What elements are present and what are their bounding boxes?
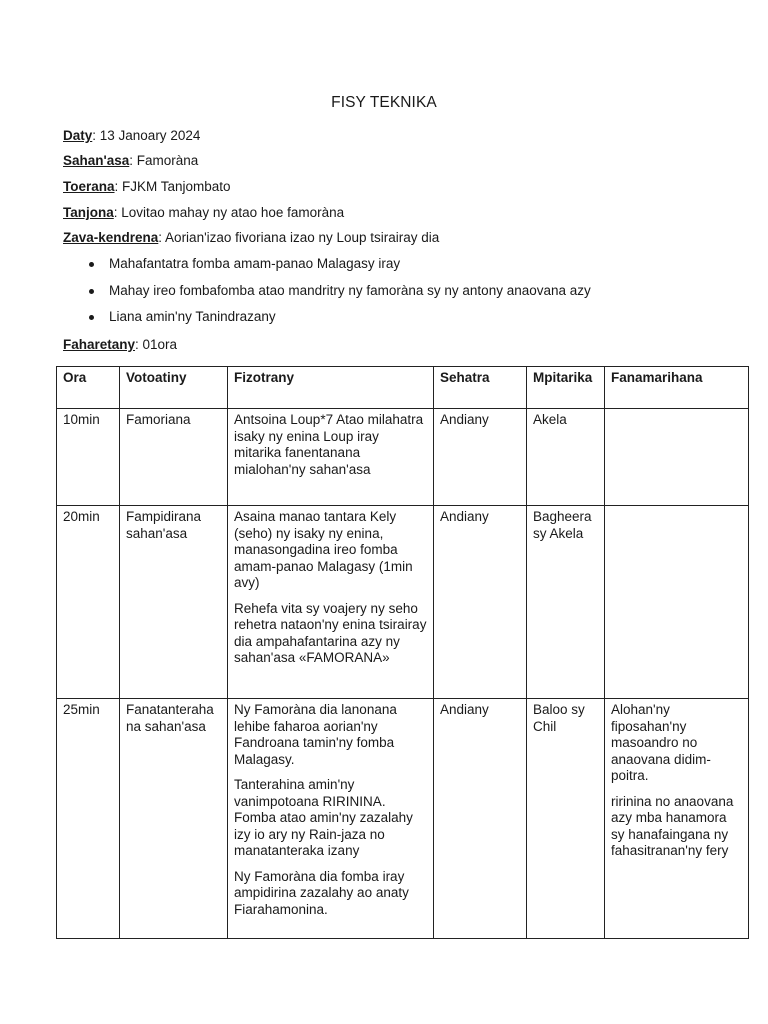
table-row <box>57 699 749 939</box>
table-row <box>57 409 749 506</box>
meta-date-key: Daty <box>63 128 93 143</box>
list-item: Mahafantatra fomba amam-panao Malagasy iray <box>63 254 591 281</box>
list-item: Mahay ireo fombafomba atao mandritry ny famoràna sy ny antony anaovana azy <box>63 281 591 308</box>
bullet-icon <box>89 262 94 267</box>
cell-fanamarihana <box>605 409 749 506</box>
cell-paragraph: Ny Famoràna dia lanonana lehibe faharoa aorian'ny Fandroana tamin'ny fomba Malagasy. <box>234 702 397 767</box>
table-row <box>57 506 749 699</box>
list-item: Liana amin'ny Tanindrazany <box>63 307 591 334</box>
cell-paragraph: Alohan'ny fiposahan'ny masoandro no anaovana didim-poitra. <box>611 702 711 783</box>
meta-place <box>63 179 231 194</box>
bullet-icon <box>89 289 94 294</box>
cell-fanamarihana <box>605 506 749 699</box>
meta-place-key: Toerana <box>63 179 115 194</box>
meta-goal-value: : Lovitao mahay ny atao hoe famoràna <box>113 205 345 220</box>
meta-goal-key: Tanjona <box>63 205 114 220</box>
cell-mpitarika: Akela <box>527 409 605 506</box>
cell-fizotrany <box>228 506 434 699</box>
meta-session <box>63 153 198 168</box>
objectives-list <box>63 254 591 334</box>
meta-duration-key: Faharetany <box>63 337 136 352</box>
column-header: Sehatra <box>434 367 527 409</box>
cell-mpitarika: Bagheera sy Akela <box>527 506 605 699</box>
meta-objectives <box>63 230 439 245</box>
cell-paragraph: Antsoina Loup*7 Atao milahatra isaky ny enina Loup iray mitarika fanentanana mialohan'ny sahan'asa <box>234 412 424 477</box>
meta-session-key: Sahan'asa <box>63 153 130 168</box>
bullet-icon <box>89 315 94 320</box>
cell-votoatiny: Fampidirana sahan'asa <box>120 506 228 699</box>
cell-ora: 25min <box>57 699 120 939</box>
column-header: Votoatiny <box>120 367 228 409</box>
document-title: FISY TEKNIKA <box>331 94 437 111</box>
cell-sehatra: Andiany <box>434 409 527 506</box>
column-header: Fanamarihana <box>605 367 749 409</box>
meta-session-value: : Famoràna <box>129 153 199 168</box>
meta-duration-value: : 01ora <box>135 337 178 352</box>
meta-date-value: : 13 Janoary 2024 <box>92 128 201 143</box>
cell-paragraph: ririnina no anaovana azy mba hanamora sy hanafaingana ny fahasitranan'ny fery <box>611 793 734 858</box>
cell-paragraph: Asaina manao tantara Kely (seho) ny isaky ny enina, manasongadina ireo fomba amam-panao Malagasy (1min avy) <box>234 509 413 590</box>
meta-date <box>63 128 200 143</box>
column-header: Fizotrany <box>228 367 434 409</box>
cell-paragraph: Rehefa vita sy voajery ny seho rehetra nataon'ny enina tsirairay dia ampahafantarina azy ny sahan'asa «FAMORANA» <box>234 600 427 665</box>
cell-ora: 20min <box>57 506 120 699</box>
cell-fizotrany <box>228 699 434 939</box>
schedule-table <box>56 366 749 939</box>
cell-sehatra: Andiany <box>434 506 527 699</box>
column-header: Ora <box>57 367 120 409</box>
cell-mpitarika: Baloo sy Chil <box>527 699 605 939</box>
cell-votoatiny: Fanatanteraha na sahan'asa <box>120 699 228 939</box>
cell-paragraph: Ny Famoràna dia fomba iray ampidirina zazalahy ao anaty Fiarahamonina. <box>234 868 409 917</box>
cell-fizotrany <box>228 409 434 506</box>
meta-place-value: : FJKM Tanjombato <box>114 179 231 194</box>
cell-fanamarihana <box>605 699 749 939</box>
table-header-row <box>57 367 749 409</box>
cell-paragraph: Tanterahina amin'ny vanimpotoana RIRININA. Fomba atao amin'ny zazalahy izy io ary ny Rain-jaza no manatanteraka izany <box>234 777 413 858</box>
cell-votoatiny: Famoriana <box>120 409 228 506</box>
column-header: Mpitarika <box>527 367 605 409</box>
meta-objectives-value: : Aorian'izao fivoriana izao ny Loup tsirairay dia <box>158 230 440 245</box>
meta-goal <box>63 205 344 220</box>
meta-objectives-key: Zava-kendrena <box>63 230 159 245</box>
cell-sehatra: Andiany <box>434 699 527 939</box>
cell-ora: 10min <box>57 409 120 506</box>
meta-duration <box>63 337 177 352</box>
